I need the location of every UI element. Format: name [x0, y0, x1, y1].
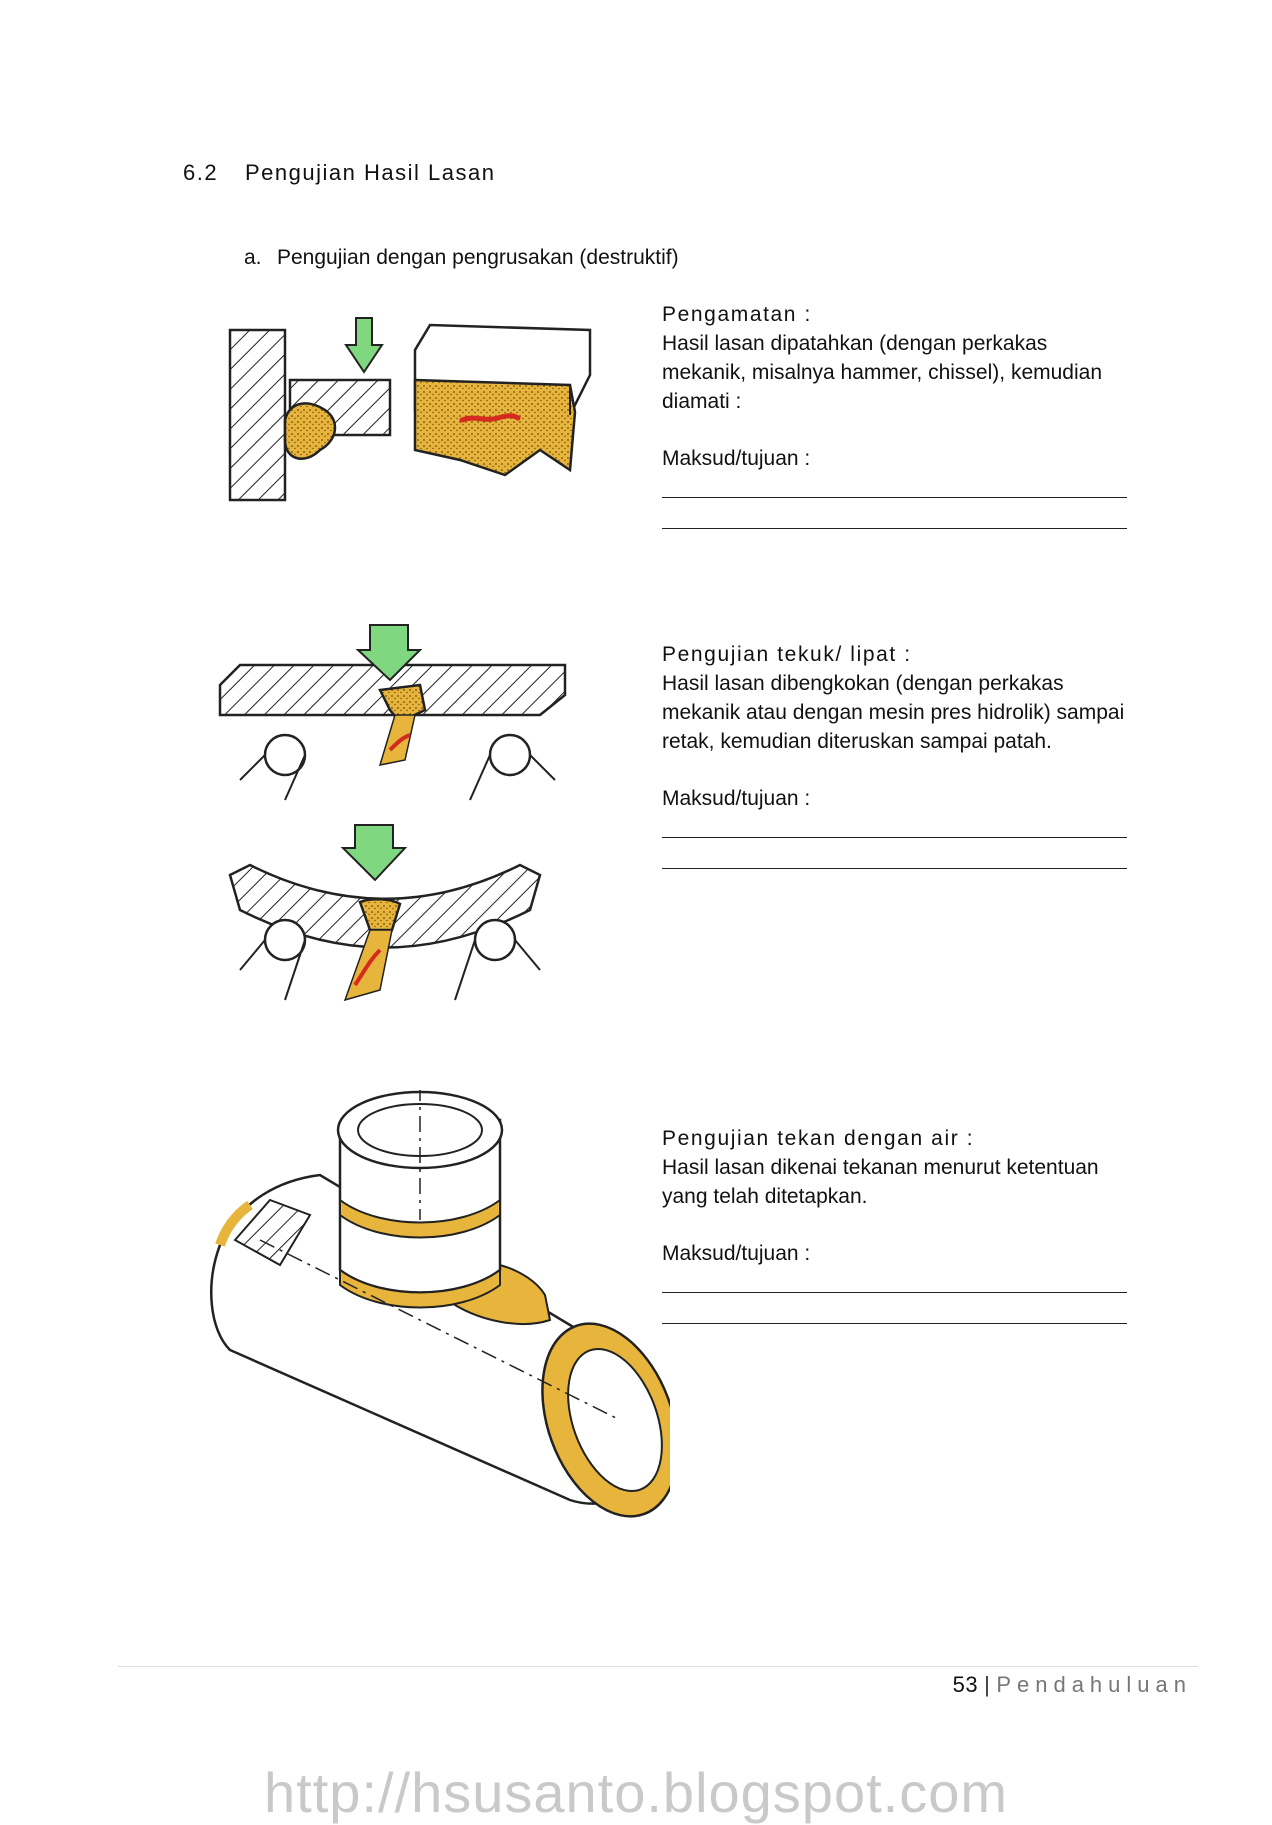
answer-line[interactable] [662, 497, 1127, 498]
bend-test-block [662, 640, 1132, 869]
block-title: Pengujian tekuk/ lipat : [662, 643, 912, 666]
answer-line[interactable] [662, 868, 1127, 869]
down-arrow-icon [346, 318, 382, 372]
bent-specimen-figure [220, 820, 560, 1010]
fracture-surface [415, 380, 575, 475]
page-number: 53 [952, 1672, 979, 1697]
pressure-test-block [662, 1124, 1132, 1324]
pipe-tee-figure [200, 1090, 670, 1520]
block-description: Hasil lasan dibengkokan (dengan perkakas mekanik atau dengan mesin pres hidrolik) sampai retak, kemudian diteruskan sampai patah. [662, 672, 1125, 753]
watermark-url: http://hsusanto.blogspot.com [264, 1761, 1008, 1824]
footer-separator: | [984, 1672, 991, 1697]
block-description: Hasil lasan dikenai tekanan menurut ketentuan yang telah ditetapkan. [662, 1156, 1099, 1208]
vertical-plate [230, 330, 285, 500]
subsection-label: a. [244, 246, 262, 269]
section-heading [183, 160, 495, 186]
section-number: 6.2 [183, 160, 219, 185]
subsection-heading [244, 246, 679, 270]
bend-test-figure [210, 610, 580, 810]
down-arrow-icon [343, 825, 405, 880]
purpose-label: Maksud/tujuan : [662, 787, 811, 810]
footer-divider [118, 1666, 1198, 1667]
answer-line[interactable] [662, 837, 1127, 838]
footer-section-name: Pendahuluan [996, 1672, 1192, 1697]
answer-line[interactable] [662, 528, 1127, 529]
purpose-label: Maksud/tujuan : [662, 447, 811, 470]
block-title: Pengamatan : [662, 303, 812, 326]
observation-block [662, 300, 1132, 529]
block-title: Pengujian tekan dengan air : [662, 1127, 975, 1150]
answer-line[interactable] [662, 1292, 1127, 1293]
fracture-test-figure [200, 300, 610, 510]
section-title: Pengujian Hasil Lasan [245, 160, 496, 185]
purpose-label: Maksud/tujuan : [662, 1242, 811, 1265]
block-description: Hasil lasan dipatahkan (dengan perkakas mekanik, misalnya hammer, chissel), kemudian diamati : [662, 332, 1102, 413]
right-roller [490, 735, 530, 775]
subsection-title: Pengujian dengan pengrusakan (destruktif) [277, 246, 679, 269]
fillet-weld [285, 403, 335, 458]
page-footer [953, 1672, 1192, 1698]
answer-line[interactable] [662, 1323, 1127, 1324]
